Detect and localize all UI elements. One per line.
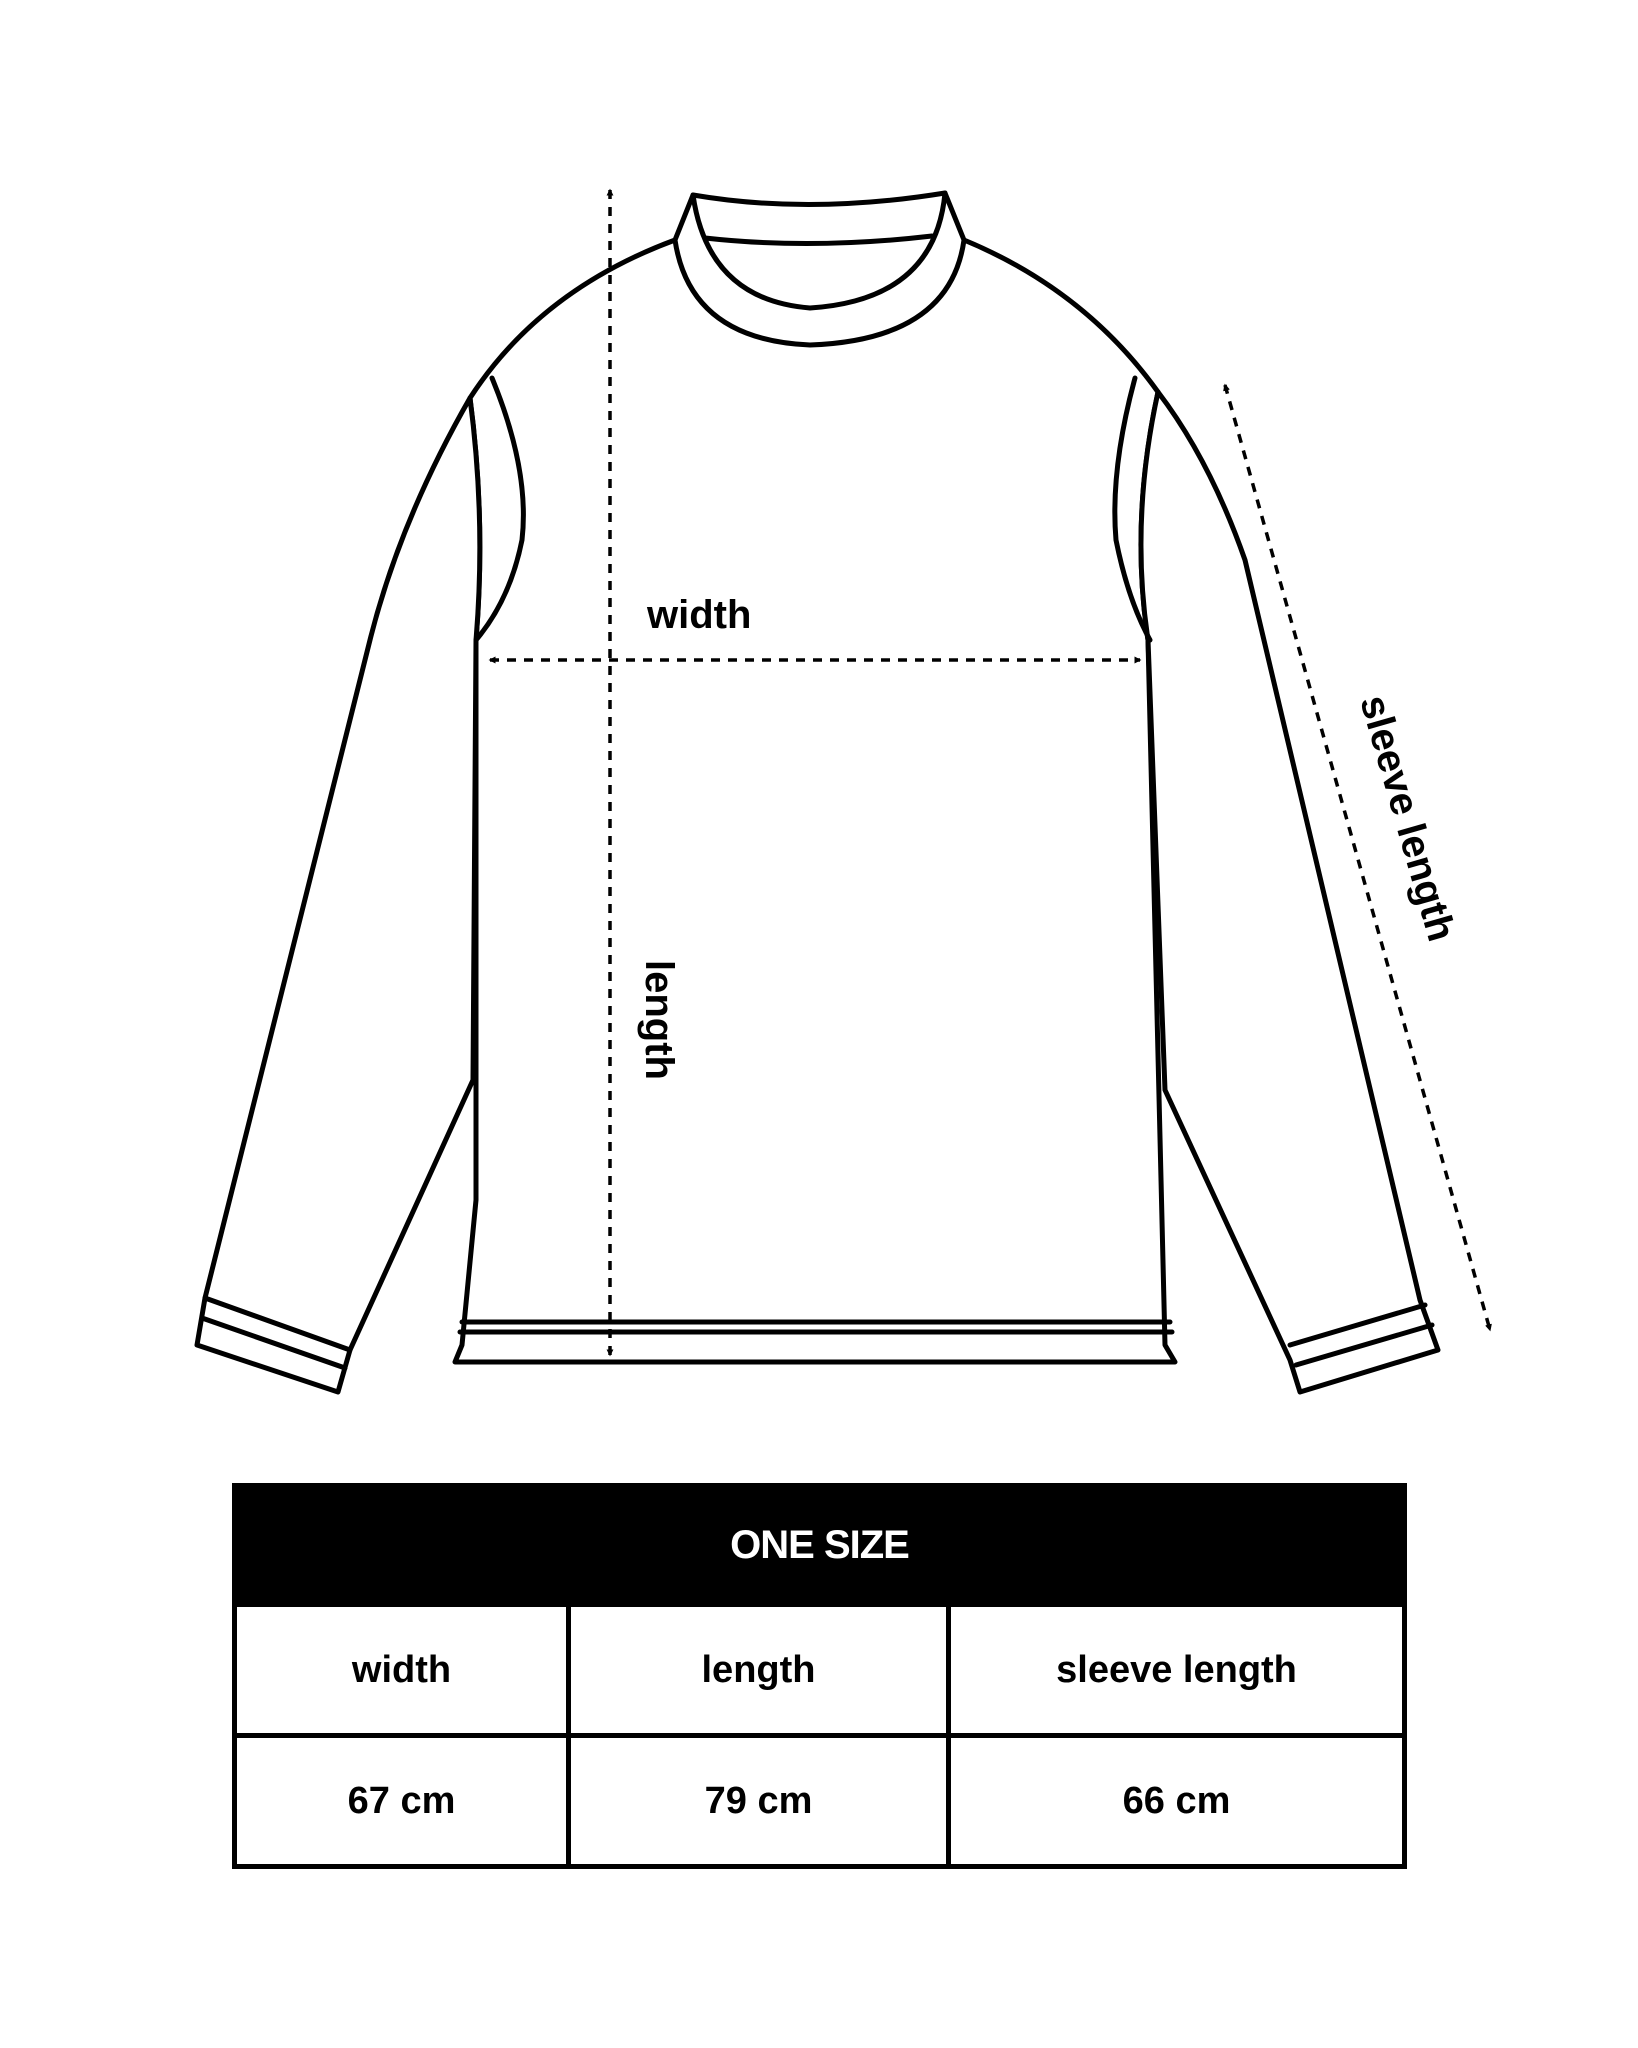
table-value-row	[235, 1736, 1405, 1867]
value-sleeve-length: 66 cm	[949, 1736, 1405, 1867]
width-label: width	[647, 593, 752, 637]
header-length: length	[569, 1605, 949, 1736]
sweater-body	[455, 193, 1175, 1362]
left-sleeve	[197, 398, 480, 1392]
value-length: 79 cm	[569, 1736, 949, 1867]
table-title-row	[235, 1486, 1405, 1605]
table-title: ONE SIZE	[235, 1486, 1405, 1605]
value-width: 67 cm	[235, 1736, 569, 1867]
sleeve-length-label: sleeve length	[1351, 690, 1464, 947]
header-sleeve-length: sleeve length	[949, 1605, 1405, 1736]
length-label: length	[637, 960, 681, 1080]
size-table	[232, 1483, 1407, 1869]
table-header-row	[235, 1605, 1405, 1736]
header-width: width	[235, 1605, 569, 1736]
sweater-outline	[197, 193, 1438, 1392]
right-sleeve	[1141, 392, 1438, 1392]
